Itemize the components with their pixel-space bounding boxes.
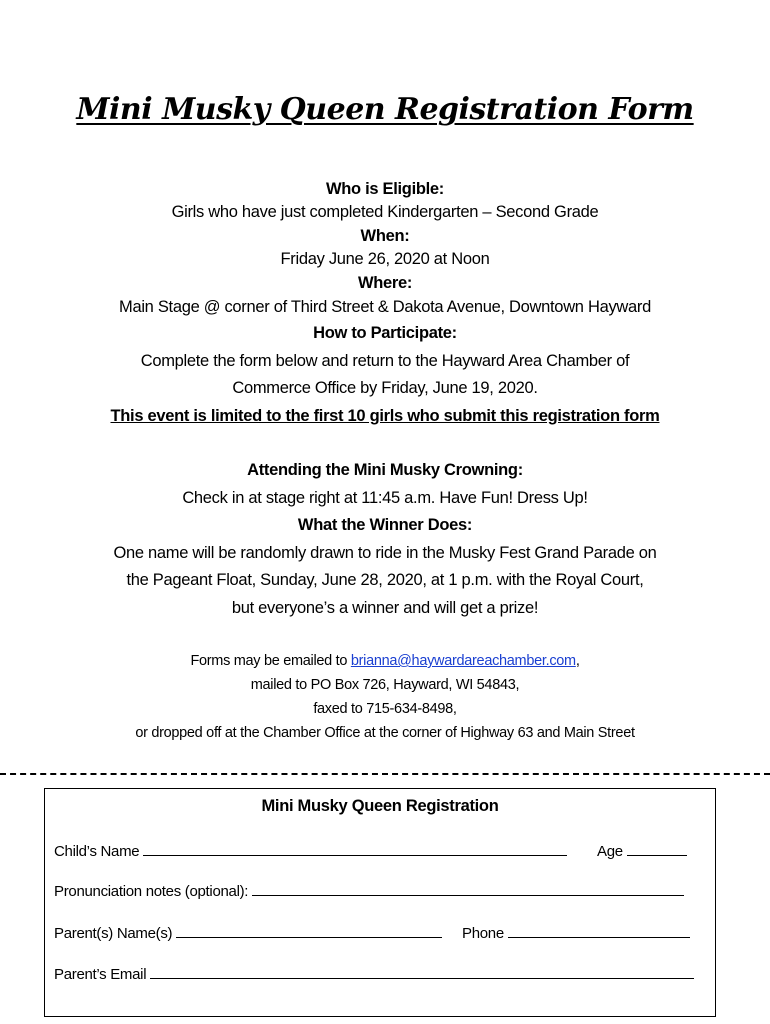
phone-field[interactable] [462, 923, 690, 944]
registration-heading: Mini Musky Queen Registration [261, 797, 499, 815]
eligible-text: Girls who have just completed Kindergarten – Second Grade [171, 203, 599, 221]
age-field[interactable] [597, 841, 687, 862]
parent-email-label: Parent’s Email [54, 966, 147, 983]
winner-line-3: but everyone’s a winner and will get a prize! [231, 599, 539, 617]
age-blank[interactable] [627, 841, 687, 856]
fax-instructions: faxed to 715-634-8498, [313, 701, 457, 717]
email-instructions [0, 651, 770, 671]
mail-instructions: mailed to PO Box 726, Hayward, WI 54843, [250, 677, 520, 693]
child-name-field[interactable] [54, 841, 567, 862]
crowning-text: Check in at stage right at 11:45 a.m. Have Fun! Dress Up! [182, 489, 588, 507]
winner-line-1: One name will be randomly drawn to ride in the Musky Fest Grand Parade on [113, 544, 657, 562]
pronunciation-label: Pronunciation notes (optional): [54, 883, 249, 900]
cut-line [0, 773, 770, 775]
email-suffix: , [575, 653, 580, 669]
participate-line-1: Complete the form below and return to the Hayward Area Chamber of [140, 352, 630, 370]
email-prefix: Forms may be emailed to [190, 653, 351, 669]
eligible-heading: Who is Eligible: [325, 180, 445, 198]
phone-label: Phone [462, 925, 504, 942]
pronunciation-field[interactable] [54, 881, 684, 902]
limit-notice: This event is limited to the first 10 girls who submit this registration form [110, 407, 660, 425]
parent-name-field[interactable] [54, 923, 442, 944]
where-text: Main Stage @ corner of Third Street & Dakota Avenue, Downtown Hayward [119, 298, 651, 316]
when-heading: When: [360, 227, 410, 245]
phone-blank[interactable] [508, 923, 690, 938]
participate-heading: How to Participate: [313, 324, 457, 342]
registration-form [44, 788, 716, 1017]
winner-heading: What the Winner Does: [297, 516, 473, 534]
where-heading: Where: [357, 274, 413, 292]
parent-name-label: Parent(s) Name(s) [54, 925, 173, 942]
child-name-label: Child’s Name [54, 843, 140, 860]
parent-email-blank[interactable] [150, 964, 694, 979]
parent-name-blank[interactable] [176, 923, 442, 938]
email-link[interactable]: brianna@haywardareachamber.com [350, 653, 576, 669]
pronunciation-blank[interactable] [252, 881, 684, 896]
form-title: Mini Musky Queen Registration Form [76, 92, 694, 127]
crowning-heading: Attending the Mini Musky Crowning: [247, 461, 523, 479]
child-name-blank[interactable] [143, 841, 567, 856]
parent-email-field[interactable] [54, 964, 694, 985]
participate-line-2: Commerce Office by Friday, June 19, 2020. [232, 379, 538, 397]
winner-line-2: the Pageant Float, Sunday, June 28, 2020, at 1 p.m. with the Royal Court, [126, 571, 644, 589]
when-text: Friday June 26, 2020 at Noon [280, 250, 490, 268]
dropoff-instructions: or dropped off at the Chamber Office at the corner of Highway 63 and Main Street [135, 725, 635, 741]
age-label: Age [597, 843, 623, 860]
